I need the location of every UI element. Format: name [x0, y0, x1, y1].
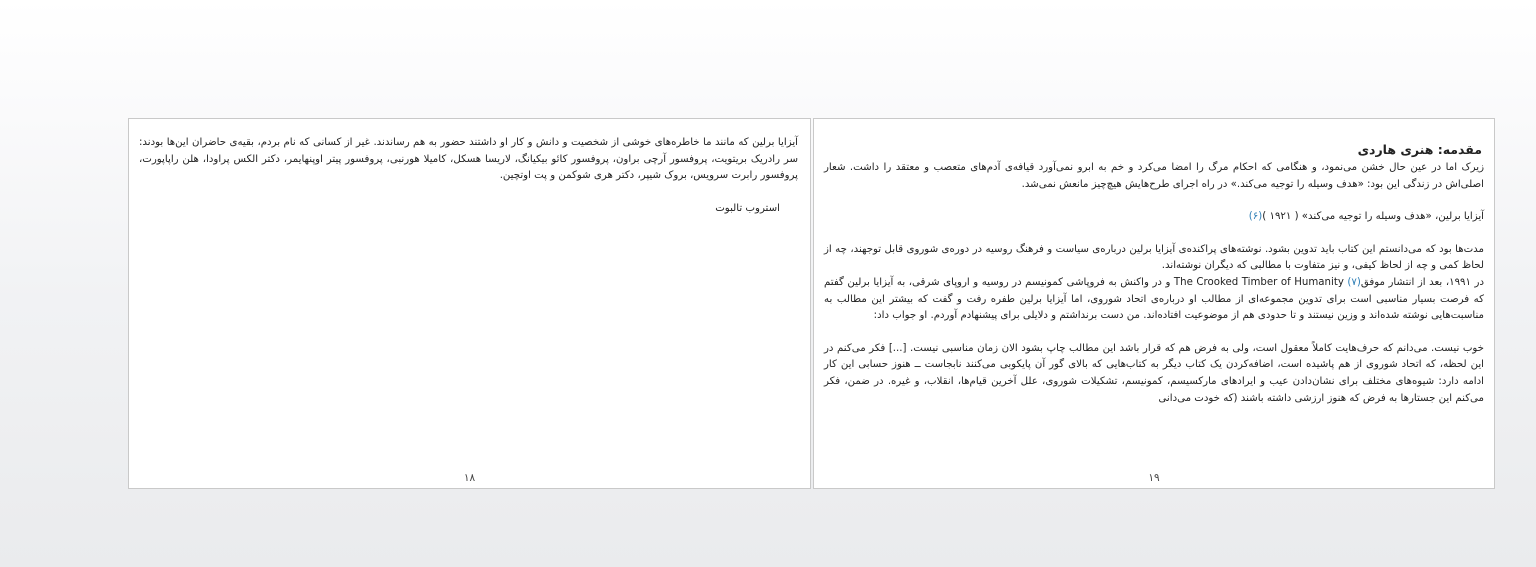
right-page-content: [824, 135, 1484, 407]
epigraph-text: آیزایا برلین، «هدف وسیله را توجیه می‌کند» ( ۱۹۲۱ ): [1262, 211, 1484, 223]
section-heading: مقدمه: هنری هاردی: [1357, 142, 1482, 157]
paragraph-3-rest: و در واکنش به فروپاشی کمونیسم در روسیه و اروپای شرقی، به آیزایا برلین گفتم که فرصت بسیار مناسبی است برای تدوین مجموعه‌ای از مطالب او درباره‌ی اتحاد شوروی، اما آیزایا برلین طفره رفت و گفت که بیشتر این مطالب به مناسبت‌هایی نوشته شده‌اند و وزین نیستند و تا حدودی هم از موضوعیت افتاده‌اند. من دست برنداشتم و دلایلی برای پیشنهادم آوردم. او جواب داد:: [824, 276, 1484, 322]
footnote-ref-7[interactable]: (۷): [1347, 276, 1361, 288]
right-paragraph-1: زیرک اما در عین حال خشن می‌نمود، و هنگامی که احکام مرگ را امضا می‌کرد و خم به ابرو نمی‌آورد قیافه‌ی آدم‌های متعصب و معتقد را داشت. شعار اصلی‌اش در زندگی این بود: «هدف وسیله را توجیه می‌کند.» در راه اجرای طرح‌هایش هیچ‌چیز مانعش نمی‌شد.: [824, 162, 1484, 190]
right-page-number: ۱۹: [1148, 472, 1160, 484]
left-page: [128, 118, 811, 489]
book-title: The Crooked Timber of Humanity: [1173, 276, 1344, 288]
right-page: [813, 118, 1495, 489]
left-page-number: ۱۸: [463, 472, 476, 484]
right-paragraph-3: [824, 275, 1484, 325]
paragraph-3-start: در ۱۹۹۱، بعد از انتشار موفق: [1360, 276, 1484, 288]
signature: استروب تالبوت: [715, 202, 780, 214]
left-page-content: [139, 135, 798, 217]
epigraph-attribution: [824, 209, 1484, 226]
right-paragraph-2: مدت‌ها بود که می‌دانستم این کتاب باید تدوین بشود. نوشته‌های پراکنده‌ی آیزایا برلین درباره‌ی سیاست و فرهنگ روسیه در دوره‌ی شوروی قابل توجهند، چه از لحاظ کمی و چه از لحاظ کیفی، و نیز متفاوت با مطالبی که دیگران نوشته‌اند.: [824, 243, 1484, 272]
right-paragraph-4: خوب نیست. می‌دانم که حرف‌هایت کاملاً معقول است، ولی به فرض هم که قرار باشد این مطالب چاپ بشود الان زمان مناسبی نیست. [...] فکر می‌کنم در این لحظه، که اتحاد شوروی از هم پاشیده است، اضافه‌کردن یک کتاب دیگر به کتاب‌هایی که بالای گور آن پایکوبی می‌کنند نابجاست ــ هنوز حسابی این کار ادامه دارد: شیوه‌های مختلف برای نشان‌دادن عیب و ایرادهای مارکسیسم، کمونیسم، تشکیلات شوروی، علل آخرین قیام‌ها، انقلاب، و غیره. در ضمن، فکر می‌کنم این جستارها به فرض که هنوز ارزشی داشته باشند (که خودت می‌دانی: [824, 342, 1484, 404]
left-paragraph-1: آیزایا برلین که مانند ما خاطره‌های خوشی از شخصیت و دانش و کار او داشتند حضور به هم رساندند. غیر از کسانی که نام بردم، بقیه‌ی حاضران این‌ها بودند: سر رادریک بریتویت، پروفسور آرچی براون، پروفسور کائو بیکیانگ، لاریسا هسکل، کامیلا هورنبی، پروفسور پیتر اوپنهایمر، دکتر الکس پراودا، هلن راپاپورت، پروفسور رابرت سرویس، بروک شیپر، دکتر هری شوکمن و پت اوتچین.: [139, 137, 798, 182]
footnote-ref-6[interactable]: (۶): [1248, 211, 1263, 223]
